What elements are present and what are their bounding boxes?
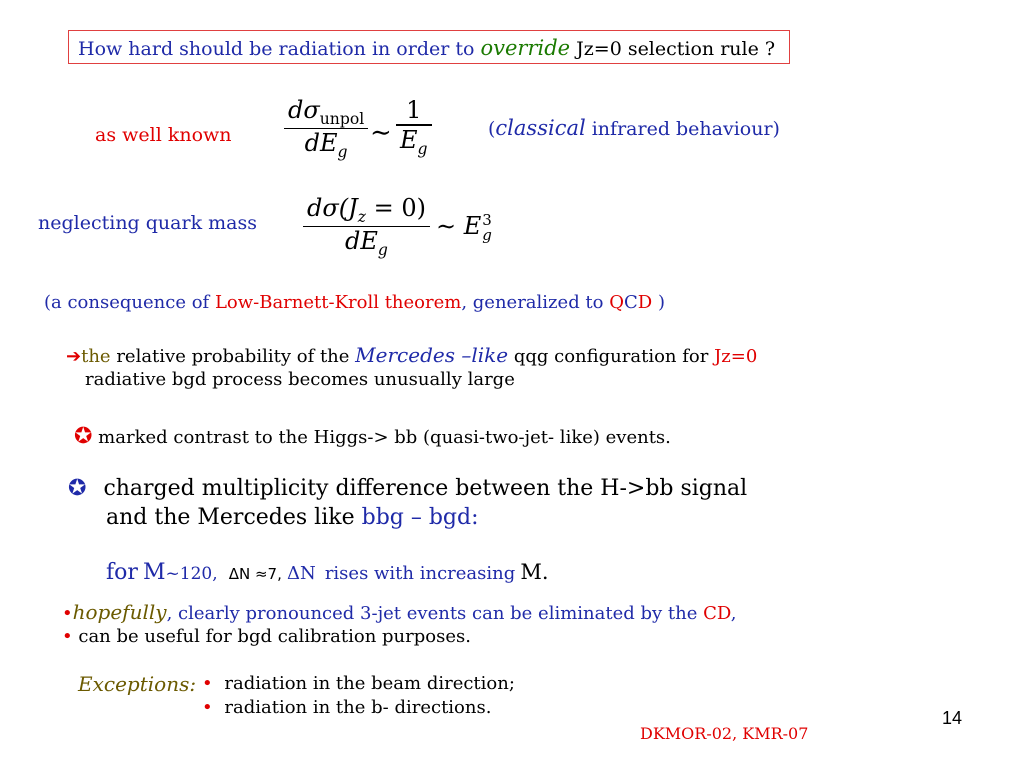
consequence-part2: , generalized to <box>461 292 604 313</box>
star2-line1 <box>68 476 747 501</box>
eq2-rhs <box>436 212 492 243</box>
theorem-name: Low-Barnett-Kroll theorem <box>214 292 462 313</box>
eq1-num-sub: unpol <box>319 109 365 128</box>
eq2-num: dσ(J <box>307 194 358 222</box>
eq2-sub: g <box>482 225 492 244</box>
consequence-part1: (a consequence of <box>44 292 210 313</box>
consequence-close: ) <box>657 292 665 313</box>
note-rest: infrared behaviour) <box>591 118 780 140</box>
bullet2-dot: • <box>62 626 73 647</box>
star2-text2a: and the Mercedes like <box>106 505 355 530</box>
exception-text-1: radiation in the beam direction; <box>224 673 515 694</box>
consequence-line <box>44 292 665 313</box>
mercedes-like: Mercedes –like <box>355 343 509 367</box>
eq2-num-sub: z <box>357 207 366 226</box>
rises-text: rises with increasing <box>324 563 516 584</box>
eq2-num-rest: = 0) <box>365 194 426 222</box>
arrow-part1: relative probability of the <box>116 346 350 367</box>
title-part1: How hard should be radiation in order to <box>78 38 475 60</box>
m-label: M <box>143 560 166 585</box>
title-part2: Jz=0 selection rule ? <box>576 38 776 60</box>
arrow-right-icon: ➔ <box>66 346 82 367</box>
exception-bullet-1: • <box>202 673 213 694</box>
star2-text1: charged multiplicity difference between the H->bb signal <box>103 476 748 501</box>
exception-bullet-2: • <box>202 697 213 718</box>
bullet1 <box>62 600 736 624</box>
page-number: 14 <box>941 708 962 728</box>
arrow-part2: qqg configuration for <box>513 346 709 367</box>
slide-title <box>78 36 775 60</box>
eq2-lhs-fraction <box>303 194 430 259</box>
neglecting-quark-mass-label: neglecting quark mass <box>38 212 257 234</box>
arrow-point-line1 <box>66 343 757 367</box>
eq1-rhs-fraction <box>396 96 432 157</box>
arrow-the: the <box>81 346 111 367</box>
star1-icon: ✪ <box>74 424 93 449</box>
eq1-lhs-fraction <box>284 96 368 161</box>
eq2-sup: 3 <box>482 210 492 229</box>
bullet2-text: can be useful for bgd calibration purposes. <box>78 626 471 647</box>
star2-line2 <box>106 505 479 530</box>
exception-text-2: radiation in the b- directions. <box>224 697 492 718</box>
star1-text: marked contrast to the Higgs-> bb (quasi-two-jet- like) events. <box>98 427 671 448</box>
star2-text2b: bbg – bgd: <box>361 505 479 530</box>
qcd-d: D <box>637 292 653 313</box>
eq1-den: dE <box>304 129 338 158</box>
for-label: for <box>106 560 138 585</box>
note-open: ( <box>488 118 496 140</box>
eq1-rhs-den: E <box>400 125 418 154</box>
exception-item-1 <box>202 673 515 694</box>
delta-n-7: ΔN ≈7, <box>228 565 282 583</box>
arrow-point-line2: radiative bgd process becomes unusually large <box>85 369 515 390</box>
star2-icon: ✪ <box>68 476 87 501</box>
arrow-jz: Jz=0 <box>714 346 758 367</box>
reference: DKMOR-02, KMR-07 <box>640 724 809 743</box>
note-classical: classical <box>495 116 586 140</box>
eq1-sim: ∼ <box>370 118 392 148</box>
classical-note <box>488 116 780 140</box>
bullet1-text: , clearly pronounced 3-jet events can be eliminated by the <box>166 603 698 624</box>
eq1-den-sub: g <box>337 143 348 162</box>
bullet1-cd: CD <box>703 603 731 624</box>
bullet2 <box>62 626 471 647</box>
eq1-rhs-den-sub: g <box>417 139 428 158</box>
m-end: M. <box>520 560 549 584</box>
qcd-c: C <box>624 292 638 313</box>
bullet1-dot: • <box>62 603 73 624</box>
eq2-den-sub: g <box>377 241 388 260</box>
bullet1-comma: , <box>730 603 737 624</box>
title-override: override <box>480 36 571 60</box>
eq2-sim: ∼ E <box>436 212 482 240</box>
approx-120: ~120, <box>165 564 218 584</box>
star1-line <box>74 424 671 449</box>
exception-item-2 <box>202 697 491 718</box>
exceptions-label: Exceptions: <box>78 672 197 696</box>
hopefully: hopefully <box>72 600 167 624</box>
eq2-den: dE <box>345 227 378 256</box>
star2-line3 <box>106 560 549 585</box>
as-well-known-label: as well known <box>95 124 232 146</box>
eq1-rhs-num: 1 <box>406 96 422 124</box>
qcd-q: Q <box>609 292 625 313</box>
eq1-num: dσ <box>288 96 320 124</box>
delta-n: ΔN <box>286 563 316 584</box>
